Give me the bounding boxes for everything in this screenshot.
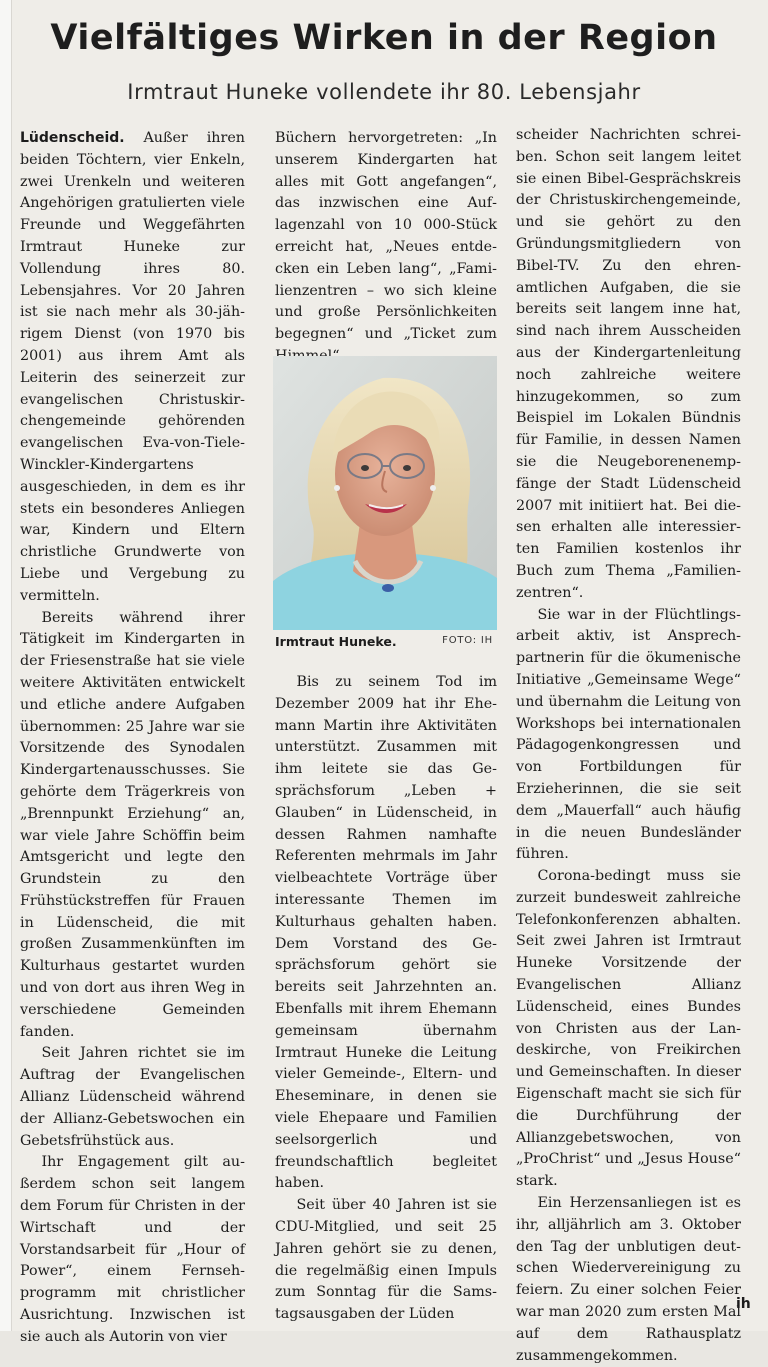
article-column-3 [516, 125, 741, 1367]
article-headline: Vielfältiges Wirken in der Region [50, 18, 718, 58]
article-subheadline: Irmtraut Huneke vollendete ihr 80. Lebensjahr [127, 80, 641, 104]
portrait-image [273, 356, 497, 630]
paragraph: Seit Jahren richtet sie im Auftrag der Evangelischen Allianz Lüdenscheid während der Allianz-Gebetswochen ein Gebetsfrühstück aus. [20, 1045, 245, 1149]
article-column-1 [20, 128, 245, 1349]
paragraph [20, 128, 245, 608]
paragraph: Ihr Engagement gilt außerdem schon seit langem dem Forum für Christen in der Wirtschaft und der Vorstandsarbeit für „Hour of Power“, einem Fernsehprogramm mit christlicher Ausrichtung. Inzwischen ist sie auch als Autorin von vier [20, 1154, 245, 1345]
clipping-edge [0, 0, 12, 1331]
paragraph-text: Außer ihren beiden Töchtern, vier Enkeln, zwei Urenkeln und weiteren Angehörigen gratulierten viele Freunde und Weggefährten Irmtraut Huneke zur Vollendung ihres 80. Lebensjahres. Vor 20 Jahren ist sie nach mehr als 30-jährigem Dienst (von 1970 bis 2001) aus ihrem Amt als Leiterin des seinerzeit zur evangelischen Christuskirchengemeinde gehörenden evangelischen Eva-von-Tiele-Winckler-Kindergartens ausgeschieden, in dem es ihr stets ein besonderes Anliegen war, Kindern und Eltern christliche Grundwerte von Liebe und Vergebung zu vermitteln. [20, 130, 245, 604]
paragraph: scheider Nachrichten schreiben. Schon seit langem leitet sie einen Bibel-Gesprächskreis der Christuskirchengemeinde, und sie gehört zu den Gründungsmitgliedern von Bibel-TV. Zu den ehrenamtlichen Aufgaben, die sie bereits seit langem inne hat, sind nach ihrem Ausscheiden aus der Kindergartenleitung noch zahlreiche weitere hinzugekommen, so zum Beispiel im Lokalen Bündnis für Familie, in dessen Namen sie die Neugeborenenempfänge der Stadt Lüdenscheid 2007 mit initiiert hat. Bei diesen erhalten alle interessierten Familien kostenlos ihr Buch zum Thema „Familienzentren“. [516, 127, 741, 601]
paragraph: Seit über 40 Jahren ist sie CDU-Mitglied, und seit 25 Jahren gehört sie zu denen, die regelmäßig einen Impuls zum Sonntag für die Samstagsausgaben der Lüden [275, 1197, 497, 1323]
portrait-photo [273, 356, 497, 630]
article-column-2-bottom [275, 672, 497, 1326]
paragraph: Büchern hervorgetreten: „In unserem Kindergarten hat alles mit Gott angefangen“, das inzwischen eine Auflagenzahl von 10 000-Stück erreicht hat, „Neues entdecken ein Leben lang“, „Familienzentren – wo sich kleine und große Persönlichkeiten begegnen“ und „Ticket zum [275, 130, 497, 343]
photo-credit: FOTO: IH [442, 635, 493, 646]
dateline: Lüdenscheid. [20, 130, 125, 146]
paragraph: Ein Herzensanliegen ist es ihr, alljährlich am 3. Oktober den Tag der unblutigen deutschen Wiedervereinigung zu feiern. Zu einer solchen Feier war man 2020 zum ersten Mal auf dem Rathausplatz zusammengekommen. [516, 1195, 741, 1364]
photo-caption-row [275, 634, 497, 649]
paragraph: Sie war in der Flüchtlingsarbeit aktiv, ist Ansprechpartnerin für die ökumenische Initiative „Gemeinsame Wege“ und übernahm die Leitung von Workshops bei internationalen Pädagogenkongressen und von Fortbildungen für Erzieherinnen, die sie seit dem „Mauerfall“ auch häufig in die neuen Bundesländer führen. [516, 606, 741, 863]
photo-caption: Irmtraut Huneke. [275, 634, 397, 649]
paragraph: Corona-bedingt muss sie zurzeit bundesweit zahlreiche Telefonkonferenzen abhalten. Seit zwei Jahren ist Irmtraut Huneke Vorsitzende der Evangelischen Allianz Lüdenscheid, eines Bundes von Christen aus der Landeskirche, von Freikirchen und Gemeinschaften. In dieser Eigenschaft macht sie sich für die Durchführung der Allianzgebetswochen, von „ProChrist“ und „Jesus House“ stark. [516, 868, 741, 1190]
article-column-2-top [275, 128, 497, 368]
paragraph: Bereits während ihrer Tätigkeit im Kindergarten in der Friesenstraße hat sie viele weitere Aktivitäten entwickelt und etliche andere Aufgaben übernommen: 25 Jahre war sie Vorsitzende des Synodalen Kindergartenausschusses. Sie gehörte dem Trägerkreis von „Brennpunkt Erziehung“ an, war viele Jahre Schöffin beim Amtsgericht und legte den Grundstein zu den Frühstückstreffen für Frauen in Lüdenscheid, die mit großen Zusammenkünften im Kulturhaus gestartet wurden und von dort aus ihren Weg in verschiedene Gemeinden fanden. [20, 609, 245, 1040]
paragraph: Bis zu seinem Tod im Dezember 2009 hat ihr Ehemann Martin ihre Aktivitäten unterstützt. Zusammen mit ihm leitete sie das Gesprächsforum „Leben + Glauben“ in Lüdenscheid, in dessen Rahmen namhafte Referenten mehrmals im Jahr vielbeachtete Vorträge über interessante Themen im Kulturhaus gehalten haben. Dem Vorstand des Gesprächsforum gehört sie bereits seit Jahrzehnten an. Ebenfalls mit ihrem Ehemann gemeinsam übernahm Irmtraut Huneke die Leitung vieler Gemeinde-, Eltern- und Eheseminare, in denen sie viele Ehepaare und Familien seelsorgerlich und freundschaftlich begleitet haben. [275, 674, 497, 1192]
author-tag: ih [736, 1296, 751, 1312]
